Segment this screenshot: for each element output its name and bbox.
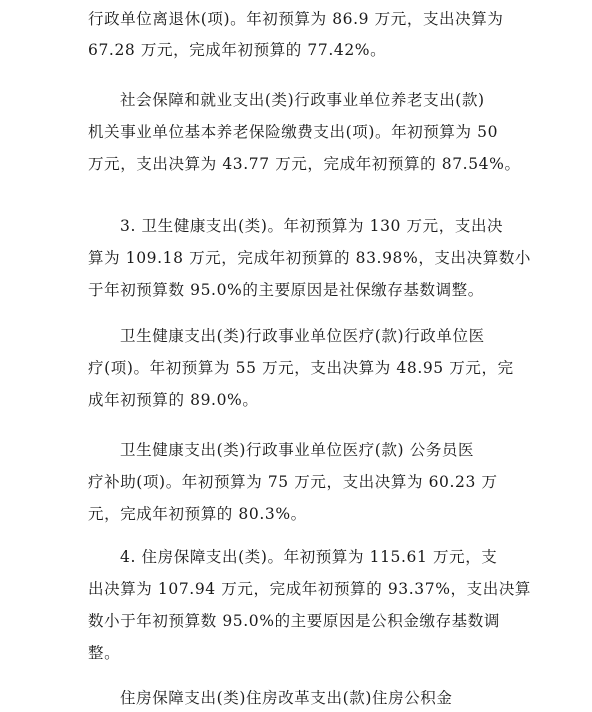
text-line: 行政单位离退休(项)。年初预算为 86.9 万元，支出决算为 xyxy=(88,10,504,28)
text-line: 机关事业单位基本养老保险缴费支出(项)。年初预算为 50 xyxy=(88,123,499,141)
text-line: 社会保障和就业支出(类)行政事业单位养老支出(款) xyxy=(120,91,485,109)
text-line: 卫生健康支出(类)行政事业单位医疗(款)行政单位医 xyxy=(120,327,485,345)
text-line: 4. 住房保障支出(类)。年初预算为 115.61 万元，支 xyxy=(120,548,498,566)
text-line: 3. 卫生健康支出(类)。年初预算为 130 万元，支出决 xyxy=(120,217,504,235)
text-line: 卫生健康支出(类)行政事业单位医疗(款) 公务员医 xyxy=(120,441,475,459)
text-line: 整。 xyxy=(88,644,121,662)
text-line: 于年初预算数 95.0%的主要原因是社保缴存基数调整。 xyxy=(88,281,484,299)
text-line: 67.28 万元，完成年初预算的 77.42%。 xyxy=(88,41,387,59)
text-line: 住房保障支出(类)住房改革支出(款)住房公积金 xyxy=(120,689,453,707)
text-line: 疗(项)。年初预算为 55 万元，支出决算为 48.95 万元，完 xyxy=(88,359,514,377)
text-line: 万元，支出决算为 43.77 万元，完成年初预算的 87.54%。 xyxy=(88,155,521,173)
text-line: 算为 109.18 万元，完成年初预算的 83.98%，支出决算数小 xyxy=(88,249,532,267)
text-line: 元，完成年初预算的 80.3%。 xyxy=(88,505,307,523)
text-line: 成年初预算的 89.0%。 xyxy=(88,391,259,409)
text-line: 疗补助(项)。年初预算为 75 万元，支出决算为 60.23 万 xyxy=(88,473,498,491)
text-line: 出决算为 107.94 万元，完成年初预算的 93.37%，支出决算 xyxy=(88,580,532,598)
text-line: 数小于年初预算数 95.0%的主要原因是公积金缴存基数调 xyxy=(88,612,500,630)
